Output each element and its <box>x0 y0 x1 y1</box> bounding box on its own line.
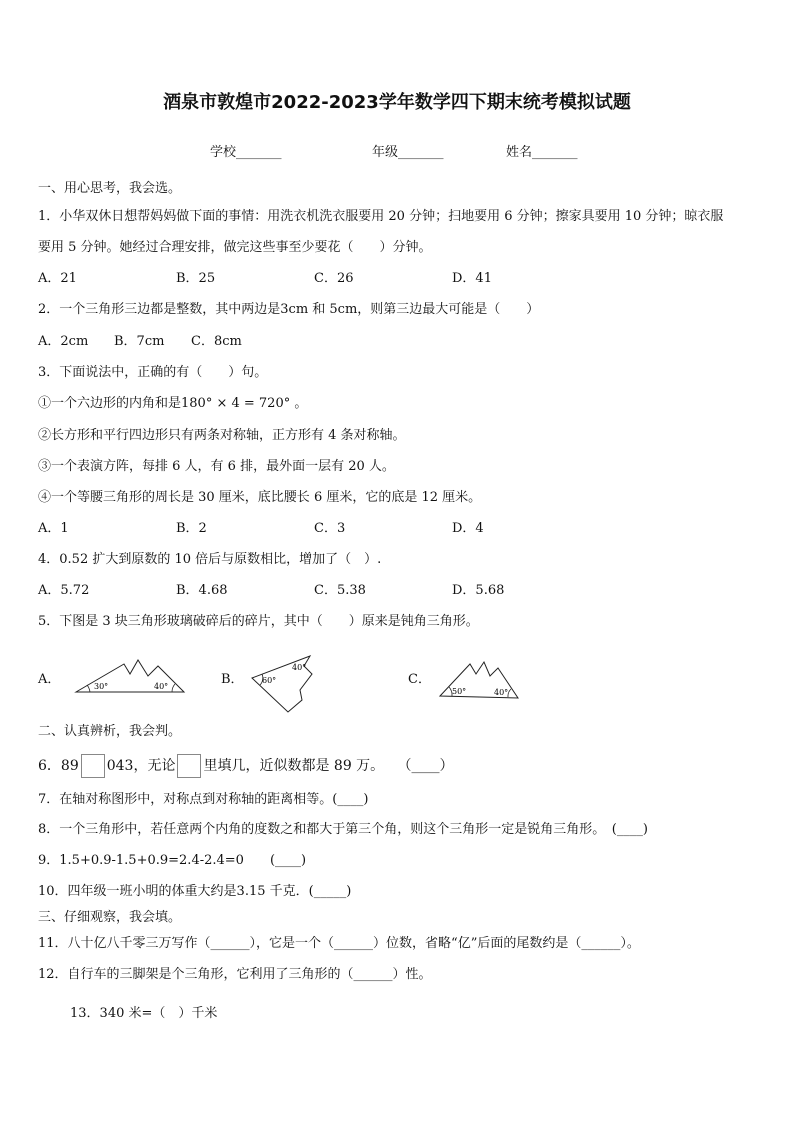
q5-figure-a <box>72 656 190 696</box>
q5-figure-a-angle-right: 40° <box>154 682 169 691</box>
q2-option-b: B．7cm <box>114 334 165 349</box>
q3-item-2: ②长方形和平行四边形只有两条对称轴，正方形有 4 条对称轴。 <box>38 428 406 443</box>
q6-blank-box-2[interactable] <box>177 754 201 778</box>
q1-text-cont: 要用 5 分钟。她经过合理安排，做完这些事至少要花（ ）分钟。 <box>38 240 432 255</box>
section-1-heading: 一、用心思考，我会选。 <box>38 181 182 196</box>
q4-text: 4．0.52 扩大到原数的 10 倍后与原数相比，增加了（ ）. <box>38 552 382 567</box>
q5-option-c: C． <box>408 672 431 687</box>
q6-answer-blank[interactable]: （____） <box>397 758 454 774</box>
q4-option-b: B．4.68 <box>176 583 228 598</box>
q6-blank-box-1[interactable] <box>81 754 105 778</box>
q1-option-a: A．21 <box>38 271 77 286</box>
q3-option-c: C．3 <box>314 521 346 536</box>
q6-text <box>38 754 454 778</box>
q3-item-3: ③一个表演方阵，每排 6 人，有 6 排，最外面一层有 20 人。 <box>38 459 395 474</box>
q3-item-4: ④一个等腰三角形的周长是 30 厘米，底比腰长 6 厘米，它的底是 12 厘米。 <box>38 490 482 505</box>
q3-text: 3．下面说法中，正确的有（ ）句。 <box>38 365 268 380</box>
section-2-heading: 二、认真辨析，我会判。 <box>38 724 182 739</box>
q6-text-part2: 043，无论 <box>106 758 176 774</box>
q13-text: 13．340 米=（ ）千米 <box>70 1006 218 1021</box>
q9-text: 9．1.5+0.9-1.5+0.9=2.4-2.4=0 (____) <box>38 853 307 868</box>
name-field: 姓名_______ <box>506 145 578 160</box>
page-title: 酒泉市敦煌市2022-2023学年数学四下期末统考模拟试题 <box>163 92 631 113</box>
q4-option-a: A．5.72 <box>38 583 90 598</box>
q2-option-c: C．8cm <box>191 334 242 349</box>
q10-text: 10．四年级一班小明的体重大约是3.15 千克．(_____) <box>38 884 352 899</box>
q5-figure-b <box>248 652 318 716</box>
q5-figure-c-angle-left: 50° <box>452 687 467 696</box>
q5-figure-a-angle-left: 30° <box>94 682 109 691</box>
q2-text: 2．一个三角形三边都是整数，其中两边是3cm 和 5cm，则第三边最大可能是（ ） <box>38 302 540 317</box>
q5-option-a: A． <box>38 672 61 687</box>
q2-option-a: A．2cm <box>38 334 89 349</box>
q11-text: 11．八十亿八千零三万写作（______），它是一个（______）位数，省略“亿”后面的尾数约是（______）。 <box>38 936 640 951</box>
q3-item-1: ①一个六边形的内角和是180° × 4 = 720° 。 <box>38 396 308 411</box>
school-field: 学校_______ <box>210 145 282 160</box>
q8-text: 8．一个三角形中，若任意两个内角的度数之和都大于第三个角，则这个三角形一定是锐角三角形。 (____) <box>38 822 648 837</box>
q1-option-d: D．41 <box>452 271 492 286</box>
q4-option-c: C．5.38 <box>314 583 366 598</box>
q5-option-b: B． <box>221 672 244 687</box>
q5-figure-b-angle-left: 60° <box>262 676 277 685</box>
q6-text-part1: 6．89 <box>38 758 79 774</box>
q5-figure-c-angle-right: 40° <box>494 688 509 697</box>
q7-text: 7．在轴对称图形中，对称点到对称轴的距离相等。(____) <box>38 792 369 807</box>
grade-field: 年级_______ <box>372 145 444 160</box>
q1-option-c: C．26 <box>314 271 354 286</box>
section-3-heading: 三、仔细观察，我会填。 <box>38 910 182 925</box>
q5-figure-b-angle-top: 40° <box>292 663 307 672</box>
q3-option-a: A．1 <box>38 521 69 536</box>
q6-text-part3: 里填几，近似数都是 89 万。 <box>203 758 385 774</box>
q3-option-b: B．2 <box>176 521 207 536</box>
q5-figure-c <box>436 658 522 702</box>
q3-option-d: D．4 <box>452 521 484 536</box>
q4-option-d: D．5.68 <box>452 583 505 598</box>
q12-text: 12．自行车的三脚架是个三角形，它利用了三角形的（______）性。 <box>38 967 432 982</box>
q5-text: 5．下图是 3 块三角形玻璃破碎后的碎片，其中（ ）原来是钝角三角形。 <box>38 614 479 629</box>
q1-option-b: B．25 <box>176 271 216 286</box>
q1-text: 1．小华双休日想帮妈妈做下面的事情：用洗衣机洗衣服要用 20 分钟；扫地要用 6 分钟；擦家具要用 10 分钟；晾衣服 <box>38 209 724 224</box>
